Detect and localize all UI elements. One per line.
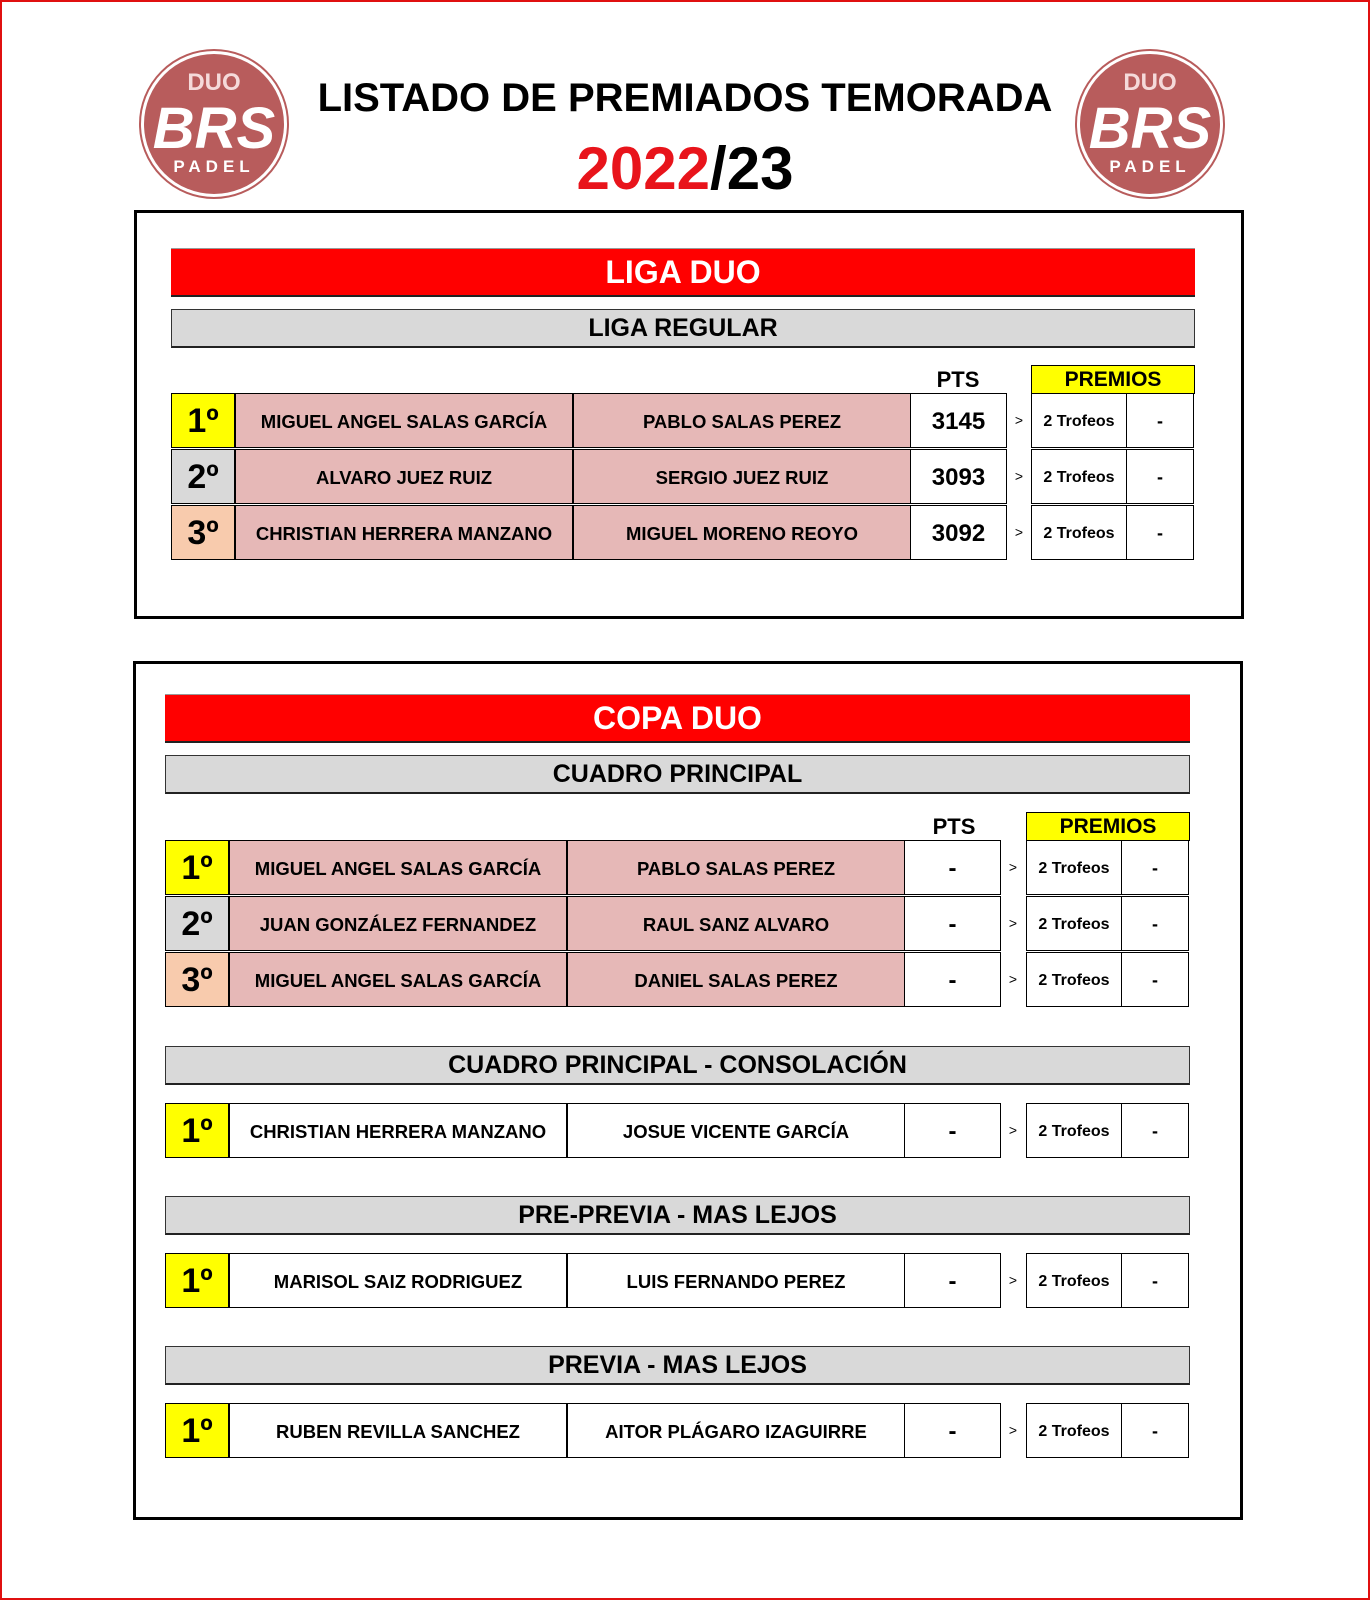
points: - [904, 896, 1001, 951]
player-2: JOSUE VICENTE GARCÍA [567, 1103, 905, 1158]
player-2: PABLO SALAS PEREZ [567, 840, 905, 895]
arrow-icon: > [1008, 859, 1018, 875]
arrow-icon: > [1008, 1122, 1018, 1138]
svg-text:PADEL: PADEL [173, 157, 255, 176]
points: - [904, 840, 1001, 895]
brs-padel-logo [138, 48, 290, 200]
prize: 2 Trofeos [1026, 840, 1122, 895]
position-badge: 1º [171, 393, 235, 448]
position-badge: 1º [165, 1403, 229, 1458]
position-badge: 3º [165, 952, 229, 1007]
player-1: CHRISTIAN HERRERA MANZANO [235, 505, 573, 560]
season-year-end: /23 [710, 135, 794, 202]
arrow-icon: > [1008, 971, 1018, 987]
consolacion-section-title: CUADRO PRINCIPAL - CONSOLACIÓN [165, 1046, 1190, 1085]
season-year-start: 2022 [576, 135, 711, 202]
arrow-icon: > [1008, 1422, 1018, 1438]
premios-header: PREMIOS [1031, 365, 1195, 394]
player-2: DANIEL SALAS PEREZ [567, 952, 905, 1007]
player-2: SERGIO JUEZ RUIZ [573, 449, 911, 504]
svg-text:BRS: BRS [152, 96, 276, 161]
pts-header: PTS [936, 367, 980, 392]
svg-text:DUO: DUO [187, 69, 241, 96]
prize-extra: - [1121, 840, 1189, 895]
brs-padel-logo [1074, 48, 1226, 200]
arrow-icon: > [1014, 468, 1024, 484]
player-2: MIGUEL MORENO REOYO [573, 505, 911, 560]
prize: 2 Trofeos [1026, 952, 1122, 1007]
prize: 2 Trofeos [1031, 505, 1127, 560]
player-1: CHRISTIAN HERRERA MANZANO [229, 1103, 567, 1158]
player-1: ALVARO JUEZ RUIZ [235, 449, 573, 504]
arrow-icon: > [1014, 412, 1024, 428]
player-1: RUBEN REVILLA SANCHEZ [229, 1403, 567, 1458]
liga-title: LIGA DUO [171, 248, 1195, 297]
prize-extra: - [1126, 393, 1194, 448]
liga-section-title: LIGA REGULAR [171, 309, 1195, 348]
svg-text:DUO: DUO [1123, 69, 1177, 96]
copa-title: COPA DUO [165, 694, 1190, 743]
points: - [904, 952, 1001, 1007]
player-1: JUAN GONZÁLEZ FERNANDEZ [229, 896, 567, 951]
position-badge: 1º [165, 1103, 229, 1158]
points: - [904, 1253, 1001, 1308]
prize: 2 Trofeos [1026, 1403, 1122, 1458]
arrow-icon: > [1008, 915, 1018, 931]
player-2: RAUL SANZ ALVARO [567, 896, 905, 951]
prize: 2 Trofeos [1026, 896, 1122, 951]
prize-extra: - [1121, 1253, 1189, 1308]
prize: 2 Trofeos [1026, 1253, 1122, 1308]
prize-extra: - [1126, 449, 1194, 504]
prize-extra: - [1121, 952, 1189, 1007]
player-1: MIGUEL ANGEL SALAS GARCÍA [229, 840, 567, 895]
preprevia-section-title: PRE-PREVIA - MAS LEJOS [165, 1196, 1190, 1235]
position-badge: 1º [165, 840, 229, 895]
prize-extra: - [1126, 505, 1194, 560]
previa-section-title: PREVIA - MAS LEJOS [165, 1346, 1190, 1385]
arrow-icon: > [1014, 524, 1024, 540]
prize-extra: - [1121, 1403, 1189, 1458]
points: 3092 [910, 505, 1007, 560]
player-1: MIGUEL ANGEL SALAS GARCÍA [229, 952, 567, 1007]
prize: 2 Trofeos [1031, 449, 1127, 504]
player-1: MARISOL SAIZ RODRIGUEZ [229, 1253, 567, 1308]
season-year [480, 134, 890, 203]
svg-text:PADEL: PADEL [1109, 157, 1191, 176]
pts-header: PTS [932, 814, 976, 839]
arrow-icon: > [1008, 1272, 1018, 1288]
player-2: AITOR PLÁGARO IZAGUIRRE [567, 1403, 905, 1458]
prize-extra: - [1121, 1103, 1189, 1158]
points: - [904, 1403, 1001, 1458]
player-2: LUIS FERNANDO PEREZ [567, 1253, 905, 1308]
position-badge: 2º [171, 449, 235, 504]
position-badge: 1º [165, 1253, 229, 1308]
svg-text:BRS: BRS [1088, 96, 1212, 161]
principal-section-title: CUADRO PRINCIPAL [165, 755, 1190, 794]
points: 3093 [910, 449, 1007, 504]
player-2: PABLO SALAS PEREZ [573, 393, 911, 448]
points: 3145 [910, 393, 1007, 448]
position-badge: 3º [171, 505, 235, 560]
points: - [904, 1103, 1001, 1158]
player-1: MIGUEL ANGEL SALAS GARCÍA [235, 393, 573, 448]
prize: 2 Trofeos [1026, 1103, 1122, 1158]
prize-extra: - [1121, 896, 1189, 951]
prize: 2 Trofeos [1031, 393, 1127, 448]
premios-header: PREMIOS [1026, 812, 1190, 841]
page-title: LISTADO DE PREMIADOS TEMORADA [317, 76, 1053, 120]
position-badge: 2º [165, 896, 229, 951]
